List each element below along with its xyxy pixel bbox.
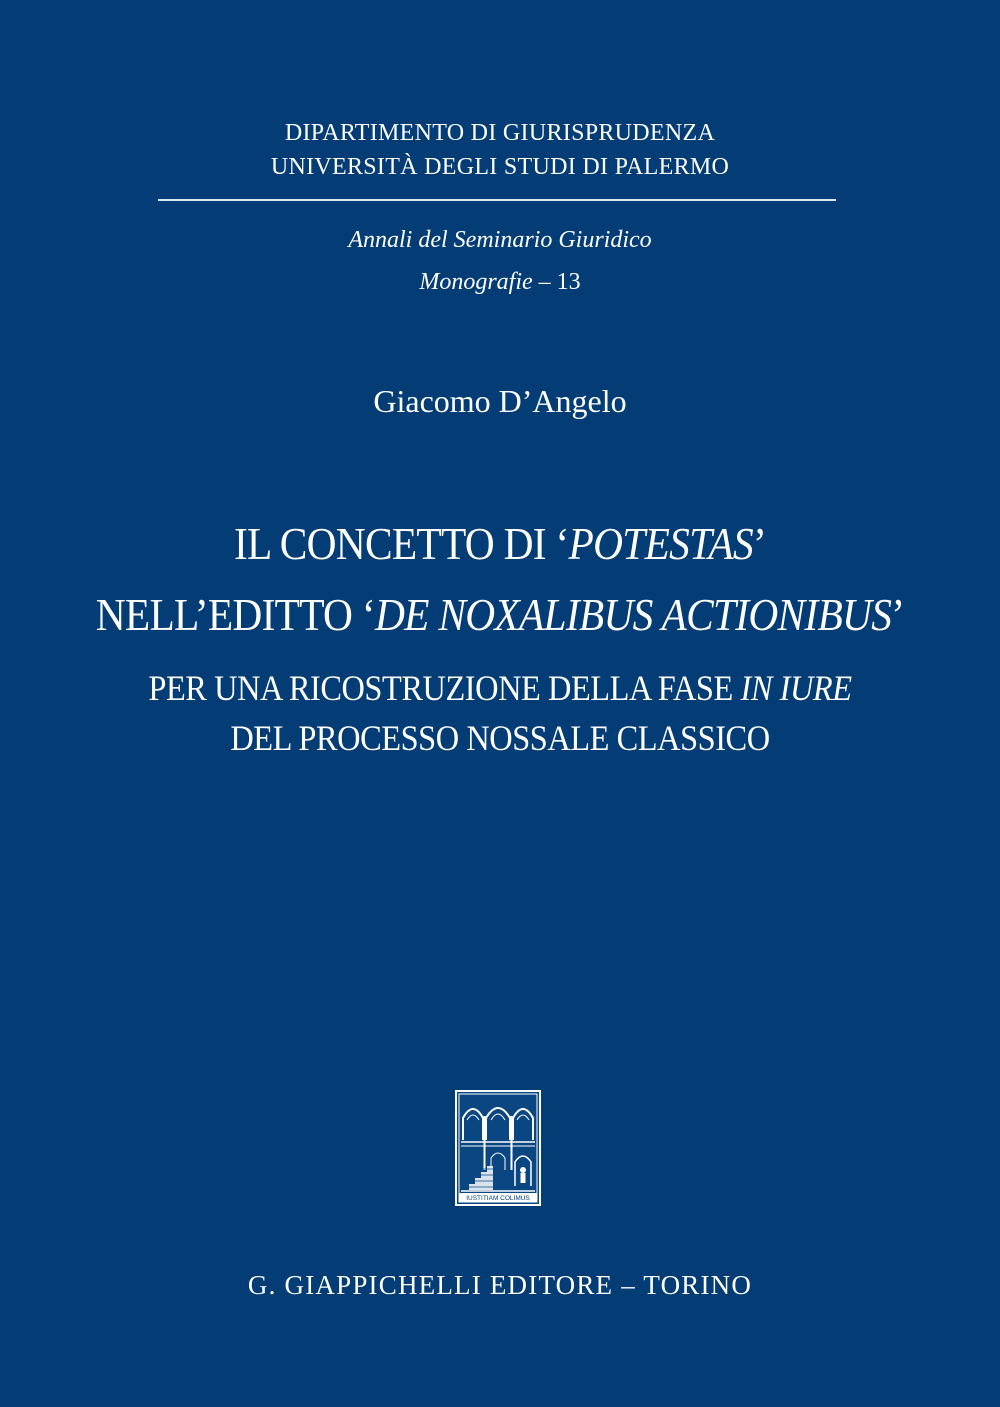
title-line-1 xyxy=(50,516,950,572)
department-name: DIPARTIMENTO DI GIURISPRUDENZA xyxy=(284,120,716,146)
series-name: Annali del Seminario Giuridico xyxy=(348,227,652,253)
title-line-2 xyxy=(50,587,950,643)
divider-rule xyxy=(158,199,836,201)
subtitle-line-1-italic: IN IURE xyxy=(740,668,852,708)
title-line-2-italic: DE NOXALIBUS ACTIONIBUS xyxy=(374,589,892,640)
title-line-2-suffix: ’ xyxy=(891,589,905,640)
subtitle-line-1 xyxy=(50,666,950,710)
series-sub-label: Monografie xyxy=(419,269,533,295)
emblem-motto: IUSTITIAM COLIMUS xyxy=(466,1195,530,1203)
title-line-1-prefix: IL CONCETTO DI ‘ xyxy=(233,518,569,569)
subtitle-line-2: DEL PROCESSO NOSSALE CLASSICO xyxy=(230,718,770,758)
series-number: – 13 xyxy=(538,269,581,295)
university-name: UNIVERSITÀ DEGLI STUDI DI PALERMO xyxy=(270,154,730,180)
publisher-name: G. GIAPPICHELLI EDITORE – TORINO xyxy=(247,1270,753,1300)
title-line-1-italic: POTESTAS xyxy=(568,518,753,569)
author-name: Giacomo D’Angelo xyxy=(373,383,627,419)
title-line-2-prefix: NELL’EDITTO ‘ xyxy=(95,589,375,640)
series-volume xyxy=(0,265,1000,299)
subtitle-line-1-prefix: PER UNA RICOSTRUZIONE DELLA FASE xyxy=(148,668,741,708)
palazzo-arcade-emblem-icon xyxy=(455,1090,541,1206)
title-line-1-suffix: ’ xyxy=(752,518,767,569)
